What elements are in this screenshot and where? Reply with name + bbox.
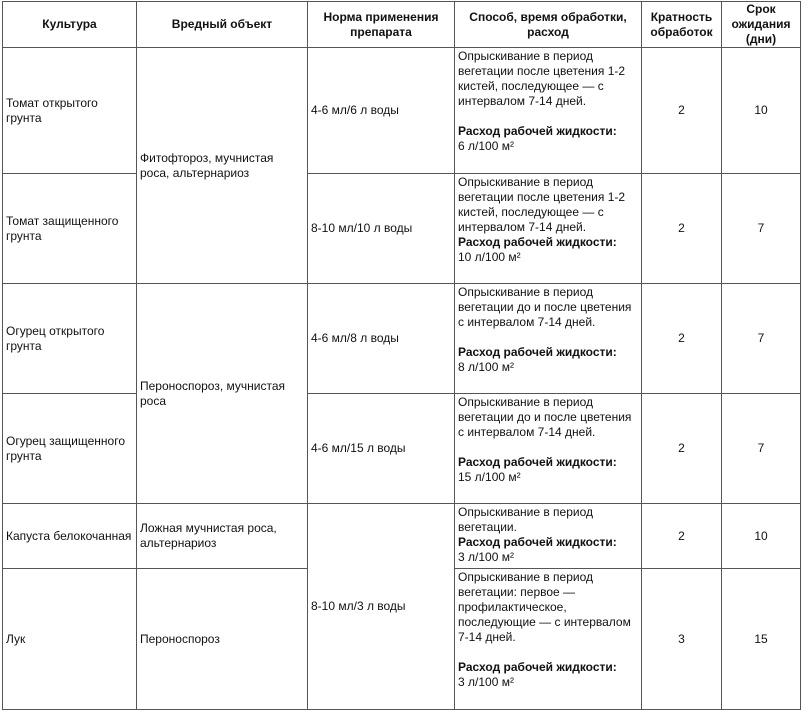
method-text: Опрыскивание в период вегетации до и после цветения с интервалом 7-14 дней. — [458, 285, 632, 329]
header-rate: Норма применения препарата — [308, 2, 455, 48]
header-row — [3, 2, 801, 48]
method-cell — [455, 284, 642, 394]
table-row — [3, 284, 801, 394]
count-cell: 2 — [642, 394, 722, 504]
culture-cell: Томат защищенного грунта — [3, 174, 137, 284]
table-row — [3, 394, 801, 504]
count-cell: 2 — [642, 284, 722, 394]
count-cell: 3 — [642, 569, 722, 710]
flow-value: 8 л/100 м² — [458, 360, 514, 374]
method-cell — [455, 48, 642, 174]
method-cell — [455, 394, 642, 504]
method-text: Опрыскивание в период вегетации. — [458, 505, 594, 534]
wait-cell: 7 — [722, 394, 801, 504]
culture-cell: Огурец открытого грунта — [3, 284, 137, 394]
pest-cell: Пероноспороз — [137, 569, 308, 710]
wait-cell: 10 — [722, 504, 801, 569]
flow-value: 3 л/100 м² — [458, 550, 514, 564]
flow-label: Расход рабочей жидкости: — [458, 345, 617, 359]
count-cell: 2 — [642, 504, 722, 569]
method-cell — [455, 504, 642, 569]
pest-cell: Фитофтороз, мучнистая роса, альтернариоз — [137, 48, 308, 284]
flow-value: 15 л/100 м² — [458, 470, 521, 484]
rate-cell: 8-10 мл/10 л воды — [308, 174, 455, 284]
method-text: Опрыскивание в период вегетации до и после цветения с интервалом 7-14 дней. — [458, 395, 632, 439]
header-count: Кратность обработок — [642, 2, 722, 48]
method-cell — [455, 569, 642, 710]
flow-value: 3 л/100 м² — [458, 675, 514, 689]
culture-cell: Огурец защищенного грунта — [3, 394, 137, 504]
method-text: Опрыскивание в период вегетации после цветения 1-2 кистей, последующее — с интервалом 7-14 дней. — [458, 175, 626, 234]
flow-label: Расход рабочей жидкости: — [458, 235, 617, 249]
rate-cell: 8-10 мл/3 л воды — [308, 504, 455, 710]
culture-cell: Томат открытого грунта — [3, 48, 137, 174]
culture-cell: Лук — [3, 569, 137, 710]
wait-cell: 7 — [722, 284, 801, 394]
flow-label: Расход рабочей жидкости: — [458, 455, 617, 469]
method-text: Опрыскивание в период вегетации: первое — профилактическое, последующие — с интервалом 7-14 дней. — [458, 570, 631, 644]
method-text: Опрыскивание в период вегетации после цветения 1-2 кистей, последующее — с интервалом 7-14 дней. — [458, 49, 626, 108]
table-row — [3, 48, 801, 174]
rate-cell: 4-6 мл/8 л воды — [308, 284, 455, 394]
count-cell: 2 — [642, 174, 722, 284]
treatment-table — [2, 1, 801, 710]
header-wait: Срок ожидания (дни) — [722, 2, 801, 48]
flow-value: 10 л/100 м² — [458, 250, 521, 264]
table-row — [3, 504, 801, 569]
wait-cell: 15 — [722, 569, 801, 710]
header-pest: Вредный объект — [137, 2, 308, 48]
rate-cell: 4-6 мл/6 л воды — [308, 48, 455, 174]
flow-label: Расход рабочей жидкости: — [458, 124, 617, 138]
method-cell — [455, 174, 642, 284]
header-culture: Культура — [3, 2, 137, 48]
wait-cell: 7 — [722, 174, 801, 284]
rate-cell: 4-6 мл/15 л воды — [308, 394, 455, 504]
flow-label: Расход рабочей жидкости: — [458, 535, 617, 549]
pest-cell: Ложная мучнистая роса, альтернариоз — [137, 504, 308, 569]
flow-label: Расход рабочей жидкости: — [458, 660, 617, 674]
flow-value: 6 л/100 м² — [458, 139, 514, 153]
header-method: Способ, время обработки, расход — [455, 2, 642, 48]
culture-cell: Капуста белокочанная — [3, 504, 137, 569]
table-row — [3, 174, 801, 284]
pest-cell: Пероноспороз, мучнистая роса — [137, 284, 308, 504]
count-cell: 2 — [642, 48, 722, 174]
wait-cell: 10 — [722, 48, 801, 174]
